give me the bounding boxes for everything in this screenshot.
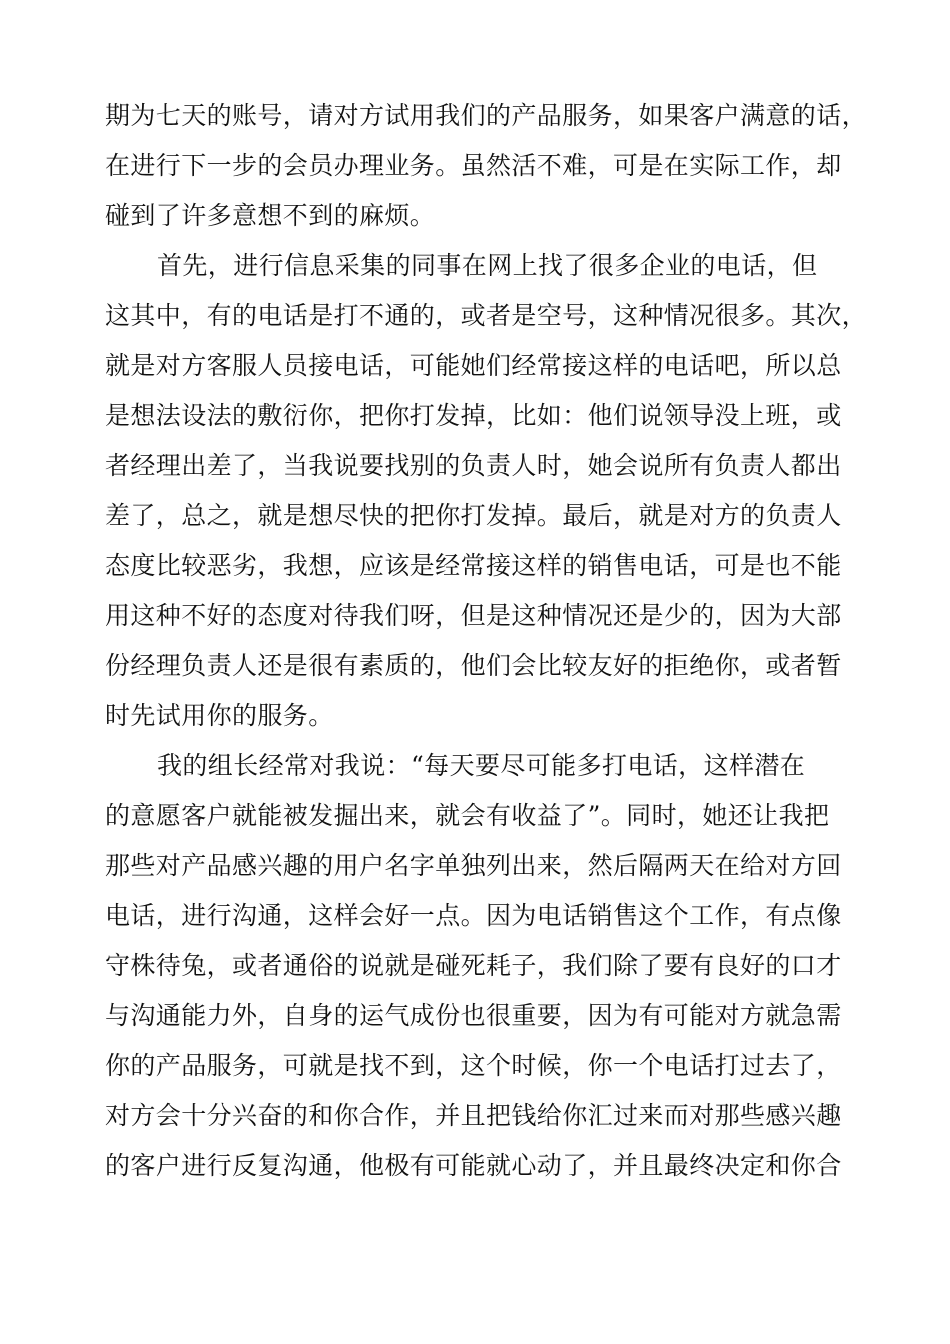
text-line: 时先试用你的服务。 bbox=[105, 701, 334, 730]
text-line: 是想法设法的敷衍你，把你打发掉，比如：他们说领导没上班，或 bbox=[105, 401, 842, 430]
text-line: 期为七天的账号，请对方试用我们的产品服务，如果客户满意的话， bbox=[105, 101, 868, 130]
text-line: 守株待兔，或者通俗的说就是碰死耗子，我们除了要有良好的口才 bbox=[105, 951, 842, 980]
paragraph-start-line: 我的组长经常对我说：“每天要尽可能多打电话，这样潜在 bbox=[157, 751, 806, 780]
text-line: 差了，总之，就是想尽快的把你打发掉。最后，就是对方的负责人 bbox=[105, 501, 842, 530]
text-line: 电话，进行沟通，这样会好一点。因为电话销售这个工作，有点像 bbox=[105, 901, 842, 930]
paragraph-start-line: 首先，进行信息采集的同事在网上找了很多企业的电话，但 bbox=[157, 251, 818, 280]
text-line: 者经理出差了，当我说要找别的负责人时，她会说所有负责人都出 bbox=[105, 451, 842, 480]
text-line: 在进行下一步的会员办理业务。虽然活不难，可是在实际工作，却 bbox=[105, 151, 842, 180]
text-line: 态度比较恶劣，我想，应该是经常接这样的销售电话，可是也不能 bbox=[105, 551, 842, 580]
text-line: 碰到了许多意想不到的麻烦。 bbox=[105, 201, 436, 230]
text-line: 份经理负责人还是很有素质的，他们会比较友好的拒绝你，或者暂 bbox=[105, 651, 842, 680]
text-line: 的客户进行反复沟通，他极有可能就心动了，并且最终决定和你合 bbox=[105, 1151, 842, 1180]
text-line: 那些对产品感兴趣的用户名字单独列出来，然后隔两天在给对方回 bbox=[105, 851, 842, 880]
text-line: 的意愿客户就能被发掘出来，就会有收益了”。同时，她还让我把 bbox=[105, 801, 830, 830]
text-line: 与沟通能力外，自身的运气成份也很重要，因为有可能对方就急需 bbox=[105, 1001, 842, 1030]
text-line: 用这种不好的态度对待我们呀，但是这种情况还是少的，因为大部 bbox=[105, 601, 842, 630]
text-line: 对方会十分兴奋的和你合作，并且把钱给你汇过来而对那些感兴趣 bbox=[105, 1101, 842, 1130]
text-line: 你的产品服务，可就是找不到，这个时候，你一个电话打过去了， bbox=[105, 1051, 842, 1080]
text-line: 就是对方客服人员接电话，可能她们经常接这样的电话吧，所以总 bbox=[105, 351, 842, 380]
text-line: 这其中，有的电话是打不通的，或者是空号，这种情况很多。其次， bbox=[105, 301, 868, 330]
